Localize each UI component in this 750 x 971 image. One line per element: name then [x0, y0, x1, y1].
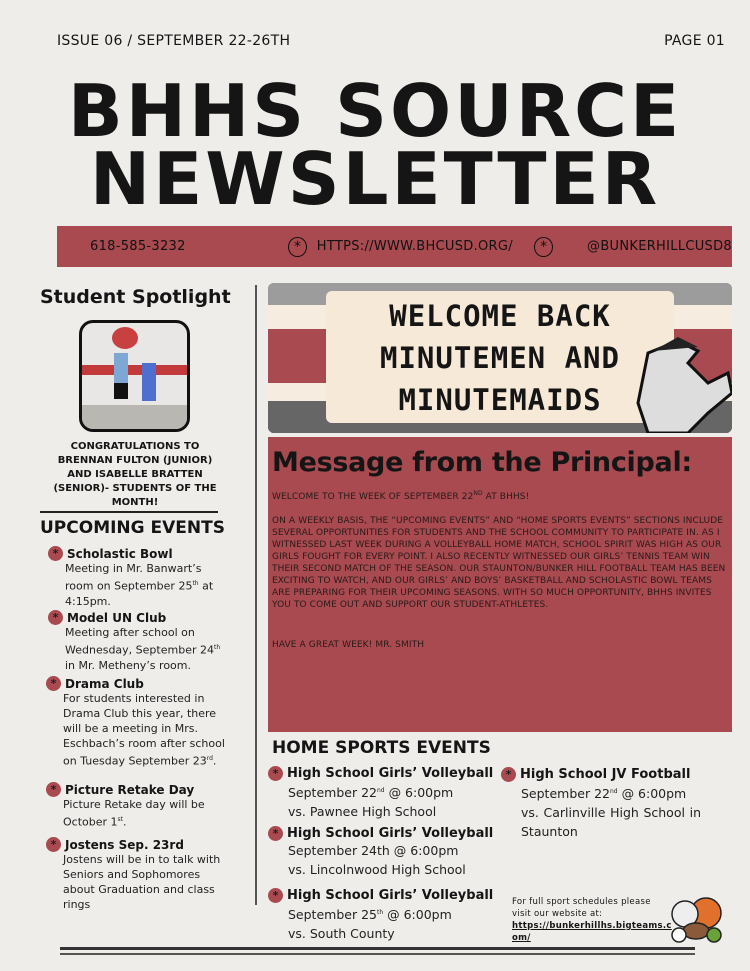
- event-item: [46, 676, 226, 769]
- banner-line1: WELCOME BACK: [389, 299, 611, 333]
- event-title: Picture Retake Day: [65, 782, 195, 797]
- banner-line2: MINUTEMEN AND: [380, 341, 620, 375]
- event-desc: Meeting after school on Wednesday, September 24th in Mr. Metheny’s room.: [65, 626, 221, 672]
- event-desc: Picture Retake day will be October 1st.: [63, 798, 205, 829]
- principal-message: [268, 437, 732, 732]
- event-item: [46, 782, 226, 830]
- asterisk-bullet-icon: *: [46, 676, 61, 691]
- bottom-rule: [60, 953, 695, 955]
- sports-balls-icon: [670, 897, 724, 945]
- asterisk-bullet-icon: *: [48, 610, 63, 625]
- principal-heading: Message from the Principal:: [272, 447, 692, 478]
- schedule-link[interactable]: https://bunkerhillhs.bigteams.com/: [512, 921, 672, 943]
- principal-body: ON A WEEKLY BASIS, THE “UPCOMING EVENTS” AND “HOME SPORTS EVENTS” SECTIONS INCLUDE SEVERAL OPPORTUNITIES FOR STUDENTS AND THE SCHOOL COMMUNITY TO PARTICIPATE IN. AS I WITNESSED LAST WEEK DURING A VOLLEYBALL HOME MATCH, SCHOOL SPIRIT WAS HIGH AS OUR GIRLS FOUGHT FOR EVERY POINT. I ALSO RECENTLY WITNESSED OUR GIRLS’ TENNIS TEAM WIN THEIR SECOND MATCH OF THE SEASON. OUR STAUNTON/BUNKER HILL FOOTBALL TEAM HAS BEEN EXCITING TO WATCH, AND OUR GIRLS’ AND BOYS’ BASKETBALL AND SCHOLASTIC BOWL TEAMS ARE PREPARING FOR THEIR UPCOMING SEASONS. WITH SO MUCH OPPORTUNITY, BHHS INVITES YOU TO COME OUT AND SUPPORT OUR STUDENT-ATHLETES.: [272, 516, 726, 610]
- newsletter-title-line2: NEWSLETTER: [89, 137, 661, 221]
- bottom-rule: [60, 947, 695, 950]
- welcome-banner: [268, 283, 732, 433]
- asterisk-bullet-icon: *: [46, 782, 61, 797]
- website-link[interactable]: HTTPS://WWW.BHCUSD.ORG/: [316, 239, 513, 254]
- schedule-note: For full sport schedules please visit our website at: https://bunkerhillhs.bigteams.com/: [512, 897, 672, 943]
- event-item: [46, 837, 226, 912]
- banner-line3: MINUTEMAIDS: [398, 383, 602, 417]
- asterisk-bullet-icon: *: [46, 837, 61, 852]
- phone-number: 618-585-3232: [90, 239, 186, 254]
- sport-item: * High School JV Football September 22nd @ 6:00pm vs. Carlinville High School in Staunton: [501, 767, 701, 841]
- event-desc: Meeting in Mr. Banwart’s room on September 25th at 4:15pm.: [65, 562, 214, 608]
- social-handle[interactable]: @BUNKERHILLCUSD8: [587, 239, 732, 254]
- asterisk-bullet-icon: *: [48, 546, 63, 561]
- asterisk-bullet-icon: *: [268, 888, 283, 903]
- newsletter-title-line1: BHHS SOURCE: [67, 69, 683, 153]
- page-number: PAGE 01: [664, 33, 725, 49]
- event-item: [48, 610, 228, 673]
- spotlight-heading: Student Spotlight: [40, 286, 231, 308]
- asterisk-circle-icon: *: [288, 237, 307, 257]
- event-title: Drama Club: [65, 676, 144, 691]
- event-desc: For students interested in Drama Club this year, there will be a meeting in Mrs. Eschbach’s room after school on Tuesday September 23rd.: [63, 692, 225, 768]
- asterisk-circle-icon: *: [534, 237, 553, 257]
- sports-heading: HOME SPORTS EVENTS: [272, 738, 491, 758]
- event-desc: Jostens will be in to talk with Seniors and Sophomores about Graduation and class rings: [63, 853, 221, 911]
- principal-welcome: WELCOME TO THE WEEK OF SEPTEMBER 22ND AT BHHS!: [272, 490, 530, 502]
- principal-signoff: HAVE A GREAT WEEK! MR. SMITH: [272, 640, 425, 650]
- contact-band: [57, 226, 732, 267]
- sport-item: * High School Girls’ Volleyball September 22nd @ 6:00pm vs. Pawnee High School: [268, 766, 498, 821]
- student-photo: [79, 320, 190, 432]
- divider: [40, 511, 218, 513]
- sport-item: * High School Girls’ Volleyball September 25th @ 6:00pm vs. South County: [268, 888, 498, 943]
- asterisk-bullet-icon: *: [501, 767, 516, 782]
- minuteman-mascot-icon: [628, 333, 732, 433]
- upcoming-heading: UPCOMING EVENTS: [40, 518, 225, 538]
- asterisk-bullet-icon: *: [268, 766, 283, 781]
- column-divider: [255, 285, 257, 905]
- asterisk-bullet-icon: *: [268, 826, 283, 841]
- issue-label: ISSUE 06 / SEPTEMBER 22-26TH: [57, 33, 291, 49]
- sport-item: * High School Girls’ Volleyball September 24th @ 6:00pm vs. Lincolnwood High School: [268, 826, 498, 879]
- event-title: Jostens Sep. 23rd: [65, 837, 184, 852]
- event-title: Scholastic Bowl: [67, 546, 173, 561]
- event-title: Model UN Club: [67, 610, 167, 625]
- spotlight-caption: CONGRATULATIONS TO BRENNAN FULTON (JUNIOR) AND ISABELLE BRATTEN (SENIOR)- STUDENTS OF THE MONTH!: [53, 441, 217, 508]
- event-item: [48, 546, 228, 609]
